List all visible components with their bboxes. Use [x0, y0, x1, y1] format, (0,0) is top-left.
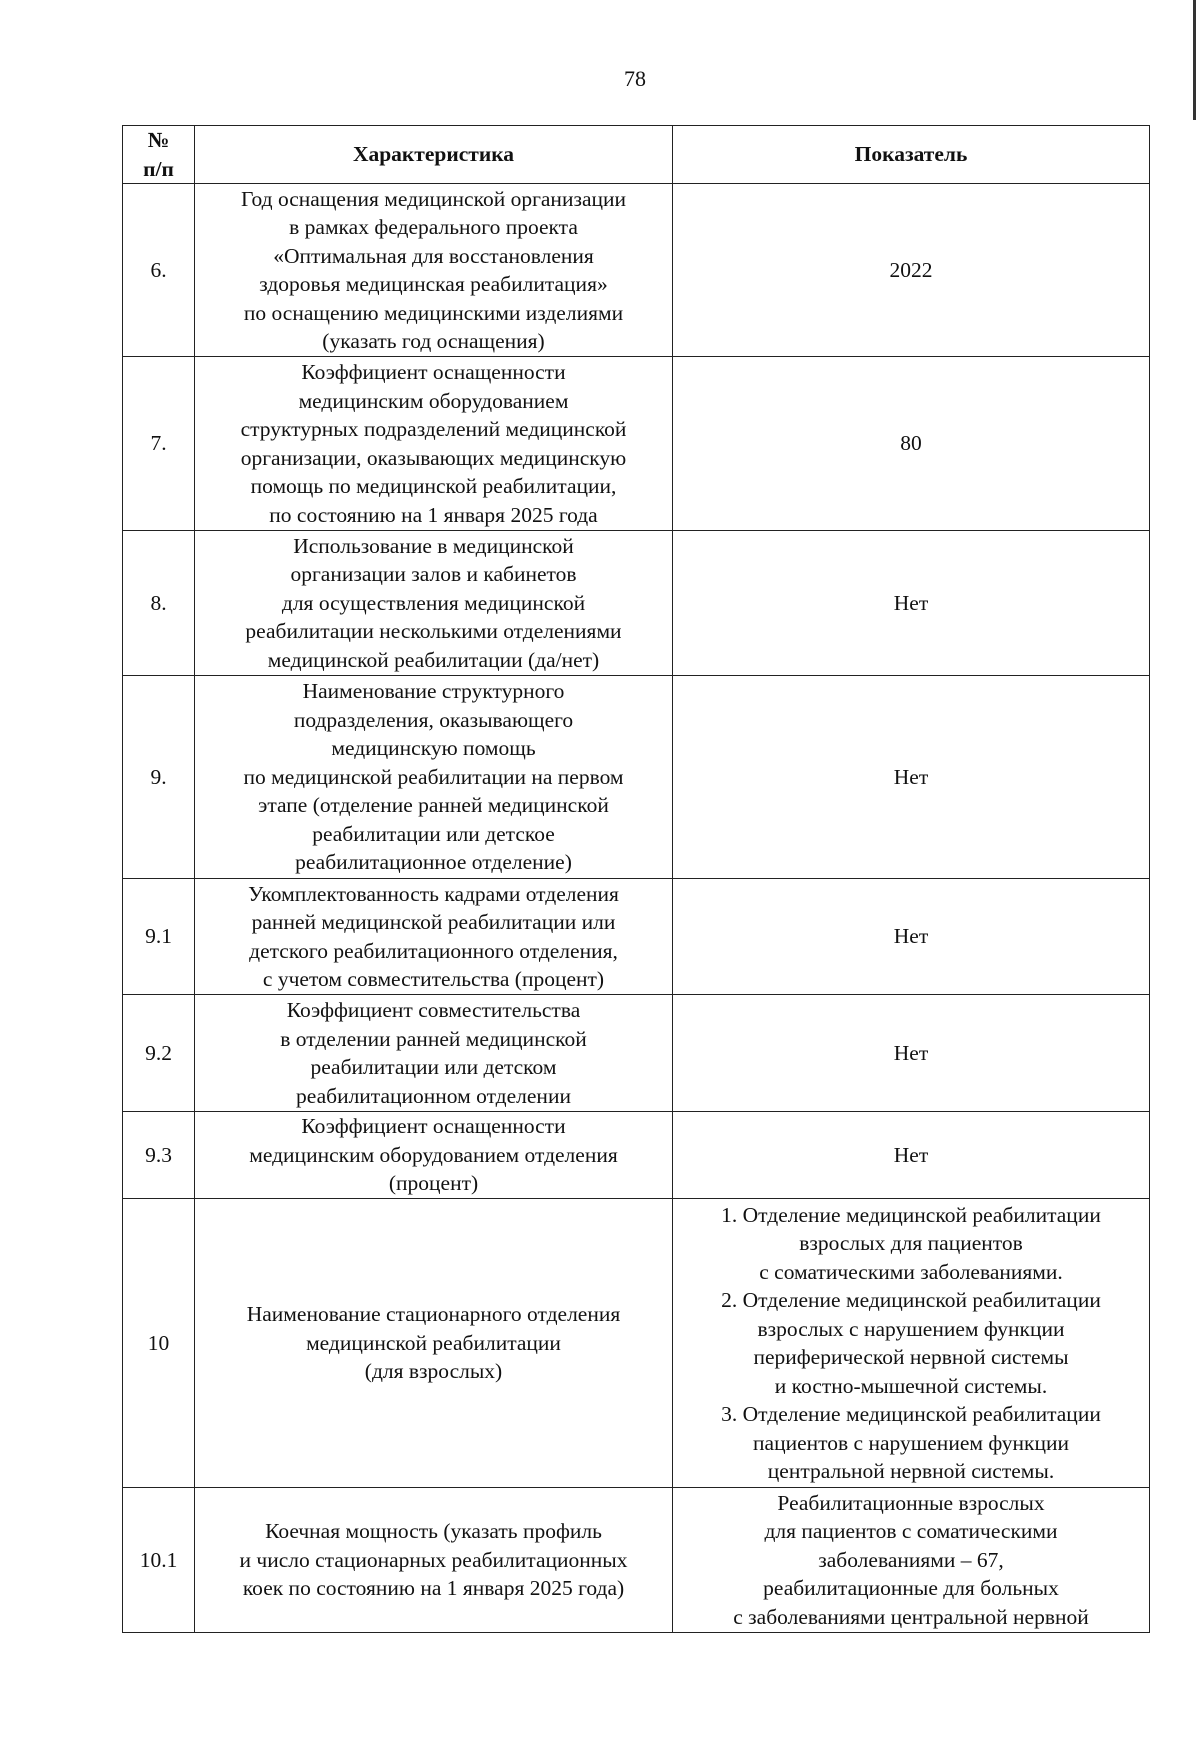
- row-num: 6.: [123, 184, 195, 357]
- table-row: [123, 676, 1150, 879]
- page-number: 78: [624, 66, 646, 91]
- row-characteristic: Использование в медицинской организации залов и кабинетов для осуществления медицинской реабилитации несколькими отделениями медицинской реабилитации (да/нет): [195, 531, 673, 676]
- scan-edge-mark: [1193, 0, 1196, 120]
- row-num: 7.: [123, 357, 195, 531]
- row-characteristic: Укомплектованность кадрами отделения ранней медицинской реабилитации или детского реабилитационного отделения, с учетом совместительства (процент): [195, 879, 673, 995]
- row-characteristic: Наименование структурного подразделения, оказывающего медицинскую помощь по медицинской реабилитации на первом этапе (отделение ранней медицинской реабилитации или детское реабилитационное отделение): [195, 676, 673, 879]
- table-row: [123, 531, 1150, 676]
- row-num: 8.: [123, 531, 195, 676]
- row-num: 10.1: [123, 1488, 195, 1633]
- row-indicator: Реабилитационные взрослых для пациентов с соматическими заболеваниями – 67, реабилитационные для больных с заболеваниями центральной нервной: [673, 1488, 1150, 1633]
- row-num: 10: [123, 1199, 195, 1488]
- row-indicator: Нет: [673, 531, 1150, 676]
- row-indicator: 2022: [673, 184, 1150, 357]
- row-characteristic: Год оснащения медицинской организации в рамках федерального проекта «Оптимальная для восстановления здоровья медицинская реабилитация» по оснащению медицинскими изделиями (указать год оснащения): [195, 184, 673, 357]
- row-num: 9.3: [123, 1112, 195, 1199]
- table-row: [123, 879, 1150, 995]
- row-indicator: 1. Отделение медицинской реабилитации взрослых для пациентов с соматическими заболеваниями. 2. Отделение медицинской реабилитации взрослых с нарушением функции периферической нервной системы и костно-мышечной системы. 3. Отделение медицинской реабилитации пациентов с нарушением функции центральной нервной системы.: [673, 1199, 1150, 1488]
- row-indicator: Нет: [673, 995, 1150, 1112]
- table-row: [123, 1488, 1150, 1633]
- table-row: [123, 1199, 1150, 1488]
- row-characteristic: Коечная мощность (указать профиль и число стационарных реабилитационных коек по состоянию на 1 января 2025 года): [195, 1488, 673, 1633]
- indicator-table: [122, 125, 1150, 1633]
- table-row: [123, 995, 1150, 1112]
- row-num: 9.1: [123, 879, 195, 995]
- header-characteristic: Характеристика: [195, 126, 673, 184]
- row-num: 9.: [123, 676, 195, 879]
- row-characteristic: Коэффициент совместительства в отделении ранней медицинской реабилитации или детском реабилитационном отделении: [195, 995, 673, 1112]
- table-header-row: [123, 126, 1150, 184]
- table-row: [123, 184, 1150, 357]
- row-characteristic: Наименование стационарного отделения медицинской реабилитации (для взрослых): [195, 1199, 673, 1488]
- row-indicator: Нет: [673, 879, 1150, 995]
- row-indicator: Нет: [673, 1112, 1150, 1199]
- table-row: [123, 1112, 1150, 1199]
- row-indicator: Нет: [673, 676, 1150, 879]
- header-num: № п/п: [123, 126, 195, 184]
- header-indicator: Показатель: [673, 126, 1150, 184]
- table-row: [123, 357, 1150, 531]
- row-characteristic: Коэффициент оснащенности медицинским оборудованием отделения (процент): [195, 1112, 673, 1199]
- row-indicator: 80: [673, 357, 1150, 531]
- row-characteristic: Коэффициент оснащенности медицинским оборудованием структурных подразделений медицинской организации, оказывающих медицинскую помощь по медицинской реабилитации, по состоянию на 1 января 2025 года: [195, 357, 673, 531]
- row-num: 9.2: [123, 995, 195, 1112]
